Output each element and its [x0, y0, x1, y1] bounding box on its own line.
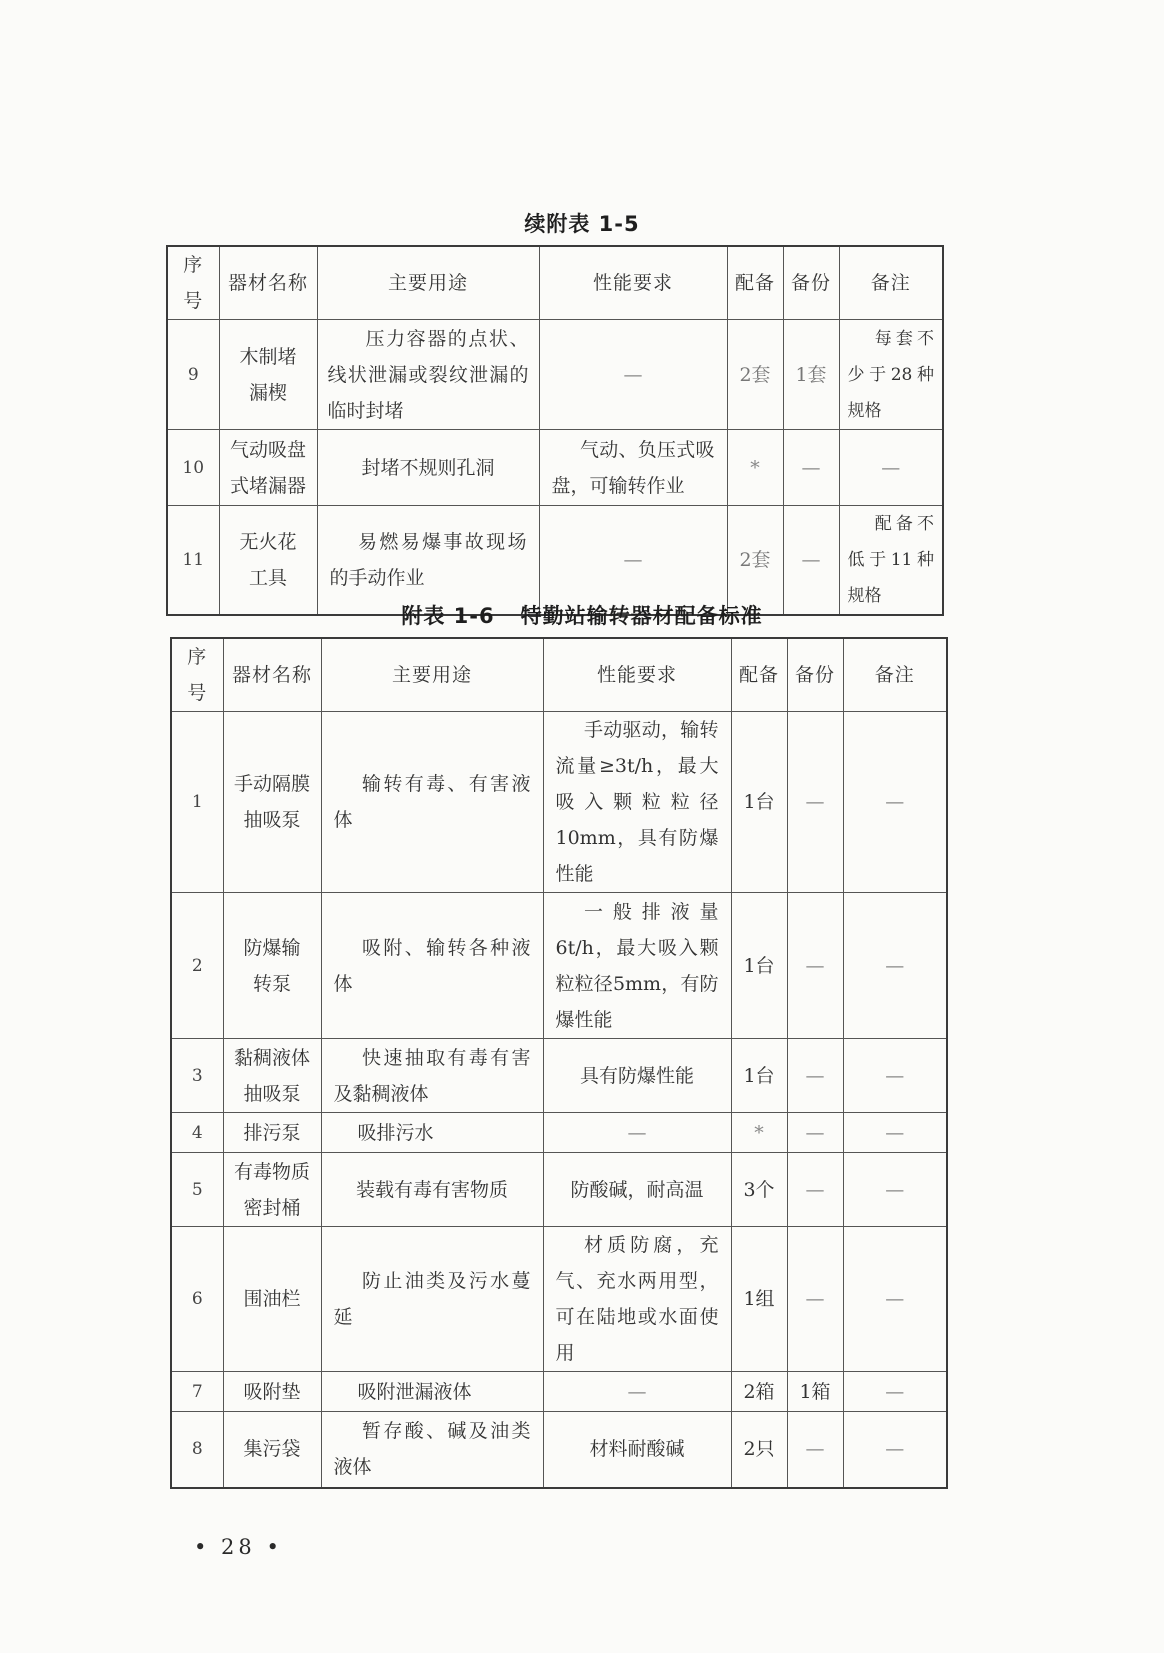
- row-perf: —: [543, 1372, 731, 1412]
- col-header: 备注: [843, 638, 947, 712]
- table-row: [167, 320, 943, 430]
- col-header: 序号: [167, 246, 219, 320]
- col-header: 配备: [727, 246, 783, 320]
- table-b-caption-title: 特勤站输转器材配备标准: [520, 604, 763, 628]
- table-row: [167, 506, 943, 616]
- row-name: 黏稠液体抽吸泵: [223, 1039, 321, 1113]
- table-b-header-row: [171, 638, 947, 712]
- row-backup: —: [783, 430, 839, 506]
- row-note: 每套不少于28种规格: [839, 320, 943, 430]
- row-name: 气动吸盘式堵漏器: [219, 430, 317, 506]
- table-row: [171, 1372, 947, 1412]
- row-no: 6: [171, 1227, 223, 1372]
- row-backup: —: [787, 1412, 843, 1488]
- row-note: —: [843, 712, 947, 893]
- row-use: 封堵不规则孔洞: [317, 430, 539, 506]
- row-no: 11: [167, 506, 219, 616]
- table-row: [167, 430, 943, 506]
- row-use: 防止油类及污水蔓延: [321, 1227, 543, 1372]
- row-name: 有毒物质密封桶: [223, 1153, 321, 1227]
- row-no: 2: [171, 893, 223, 1039]
- row-use: 装载有毒有害物质: [321, 1153, 543, 1227]
- row-note: 配备不低于11种规格: [839, 506, 943, 616]
- row-equip: 1台: [731, 712, 787, 893]
- col-header: 主要用途: [317, 246, 539, 320]
- row-perf: 具有防爆性能: [543, 1039, 731, 1113]
- row-name: 集污袋: [223, 1412, 321, 1488]
- page-number: • 28 •: [194, 1535, 283, 1559]
- col-header: 器材名称: [223, 638, 321, 712]
- row-no: 7: [171, 1372, 223, 1412]
- col-header: 备份: [787, 638, 843, 712]
- row-note: —: [843, 1039, 947, 1113]
- table-a-header-row: [167, 246, 943, 320]
- row-backup: 1套: [783, 320, 839, 430]
- row-no: 10: [167, 430, 219, 506]
- row-perf: 气动、负压式吸盘，可输转作业: [539, 430, 727, 506]
- row-note: —: [843, 1153, 947, 1227]
- col-header: 性能要求: [539, 246, 727, 320]
- row-use: 压力容器的点状、线状泄漏或裂纹泄漏的临时封堵: [317, 320, 539, 430]
- row-equip: 3个: [731, 1153, 787, 1227]
- table-row: [171, 712, 947, 893]
- row-no: 3: [171, 1039, 223, 1113]
- row-backup: —: [787, 893, 843, 1039]
- table-row: [171, 1153, 947, 1227]
- row-perf: 防酸碱，耐高温: [543, 1153, 731, 1227]
- row-use: 暂存酸、碱及油类液体: [321, 1412, 543, 1488]
- row-equip: 2箱: [731, 1372, 787, 1412]
- col-header: 配备: [731, 638, 787, 712]
- row-backup: —: [787, 1113, 843, 1153]
- row-backup: —: [783, 506, 839, 616]
- table-b-caption: [0, 600, 1164, 630]
- row-note: —: [843, 1412, 947, 1488]
- row-name: 手动隔膜抽吸泵: [223, 712, 321, 893]
- row-note: —: [843, 1227, 947, 1372]
- row-use: 吸排污水: [321, 1113, 543, 1153]
- table-row: [171, 893, 947, 1039]
- row-use: 吸附泄漏液体: [321, 1372, 543, 1412]
- row-note: —: [839, 430, 943, 506]
- row-note: —: [843, 893, 947, 1039]
- table-b: [170, 637, 948, 1489]
- row-equip: 2套: [727, 506, 783, 616]
- row-no: 1: [171, 712, 223, 893]
- row-no: 9: [167, 320, 219, 430]
- row-name: 木制堵漏楔: [219, 320, 317, 430]
- col-header: 备份: [783, 246, 839, 320]
- row-note: —: [843, 1113, 947, 1153]
- row-equip: 1台: [731, 1039, 787, 1113]
- table-row: [171, 1227, 947, 1372]
- row-use: 快速抽取有毒有害及黏稠液体: [321, 1039, 543, 1113]
- row-note: —: [843, 1372, 947, 1412]
- row-backup: —: [787, 712, 843, 893]
- col-header: 序号: [171, 638, 223, 712]
- row-no: 4: [171, 1113, 223, 1153]
- row-backup: —: [787, 1039, 843, 1113]
- row-no: 8: [171, 1412, 223, 1488]
- col-header: 备注: [839, 246, 943, 320]
- row-backup: —: [787, 1227, 843, 1372]
- row-equip: *: [727, 430, 783, 506]
- row-equip: *: [731, 1113, 787, 1153]
- col-header: 主要用途: [321, 638, 543, 712]
- table-row: [171, 1412, 947, 1488]
- table-a-caption: [0, 208, 1164, 238]
- row-name: 围油栏: [223, 1227, 321, 1372]
- row-use: 输转有毒、有害液体: [321, 712, 543, 893]
- table-a: [166, 245, 944, 616]
- row-equip: 2只: [731, 1412, 787, 1488]
- row-name: 吸附垫: [223, 1372, 321, 1412]
- table-row: [171, 1113, 947, 1153]
- row-use: 易燃易爆事故现场的手动作业: [317, 506, 539, 616]
- row-equip: 2套: [727, 320, 783, 430]
- row-perf: —: [543, 1113, 731, 1153]
- table-b-caption-number: 附表 1-6: [401, 604, 495, 628]
- row-perf: 材料耐酸碱: [543, 1412, 731, 1488]
- row-name: 排污泵: [223, 1113, 321, 1153]
- table-a-caption-text: 续附表 1-5: [524, 212, 640, 236]
- row-equip: 1组: [731, 1227, 787, 1372]
- table-row: [171, 1039, 947, 1113]
- row-backup: 1箱: [787, 1372, 843, 1412]
- row-perf: 一般排液量6t/h，最大吸入颗粒粒径5mm，有防爆性能: [543, 893, 731, 1039]
- row-perf: 手动驱动，输转流量≥3t/h，最大吸入颗粒粒径10mm，具有防爆性能: [543, 712, 731, 893]
- row-perf: 材质防腐，充气、充水两用型，可在陆地或水面使用: [543, 1227, 731, 1372]
- col-header: 性能要求: [543, 638, 731, 712]
- row-name: 防爆输转泵: [223, 893, 321, 1039]
- row-use: 吸附、输转各种液体: [321, 893, 543, 1039]
- col-header: 器材名称: [219, 246, 317, 320]
- row-name: 无火花工具: [219, 506, 317, 616]
- row-perf: —: [539, 320, 727, 430]
- row-perf: —: [539, 506, 727, 616]
- row-no: 5: [171, 1153, 223, 1227]
- row-equip: 1台: [731, 893, 787, 1039]
- row-backup: —: [787, 1153, 843, 1227]
